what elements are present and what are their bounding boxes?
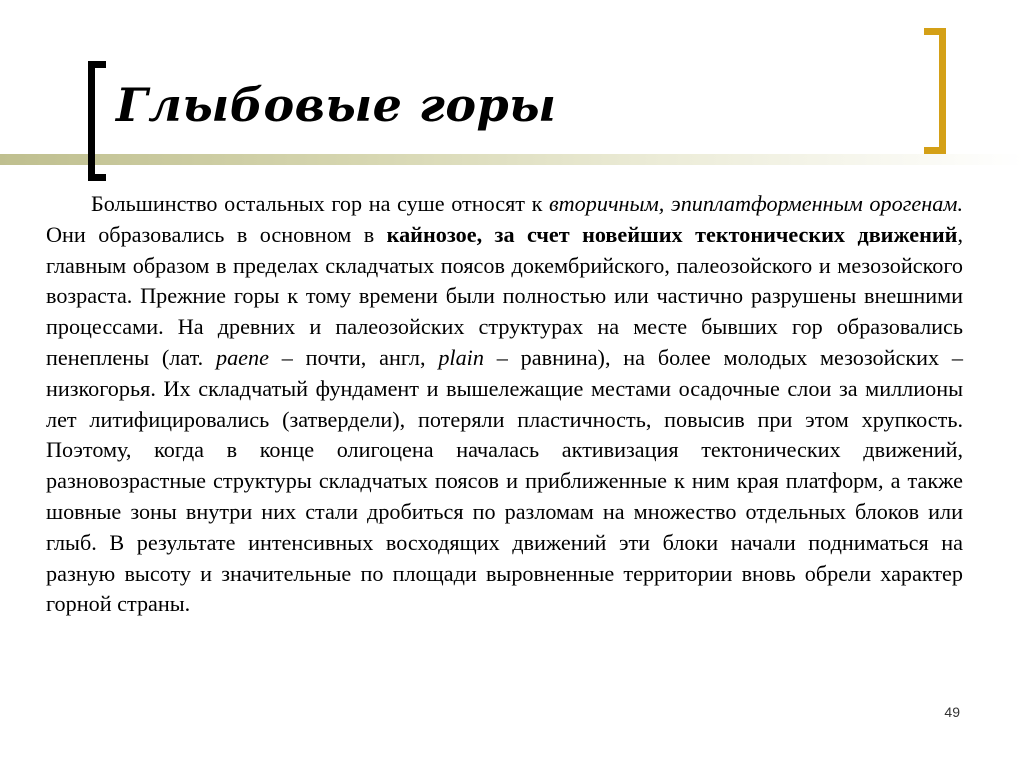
italic-term-orogens: вторичным, эпиплатформенным орогенам. [549, 191, 963, 216]
italic-latin-term: paene [215, 344, 269, 370]
text-segment: – равнина), на более молодых мезозойских – низкогорья. Их складчатый фундамент и вышележащие местами осадочные слои за миллионы лет литифицировались (затвердели), потеряли пластичность, повысив при этом хрупкость. Поэтому, когда в конце олигоцена началась активизация тектонических движений, разновозрастные структуры складчатых поясов и приближенные к ним края платформ, а также шовные зоны внутри них стали дробиться по разломам на множество отдельных блоков или глыб. В результате интенсивных восходящих движений эти блоки начали подниматься на разную высоту и значительные по площади выровненные территории вновь обрели характер горной страны. [46, 344, 963, 617]
text-segment: – почти, англ, [268, 344, 439, 370]
body-paragraph [46, 189, 963, 620]
right-bracket-decoration [924, 28, 946, 154]
text-segment: Большинство остальных гор на суше относят к [91, 191, 550, 216]
bold-emphasis-cenozoic: кайнозое, за счет новейших тектонических движений [386, 221, 958, 247]
text-segment: Они образовались в основном в [46, 221, 387, 247]
title-underline-bar [0, 154, 1024, 165]
slide-title: Глыбовые горы [116, 78, 557, 132]
left-bracket-decoration [88, 61, 106, 181]
text-segment: , главным образом в пределах складчатых поясов докембрийского, палеозойского и мезозойского возраста. Прежние горы к тому времени были полностью или частично разрушены внешними процессами. На древних и палеозойских структурах на месте бывших гор образовались пенеплены (лат. [46, 221, 963, 370]
italic-english-term: plain [438, 344, 484, 370]
page-number: 49 [944, 704, 960, 720]
